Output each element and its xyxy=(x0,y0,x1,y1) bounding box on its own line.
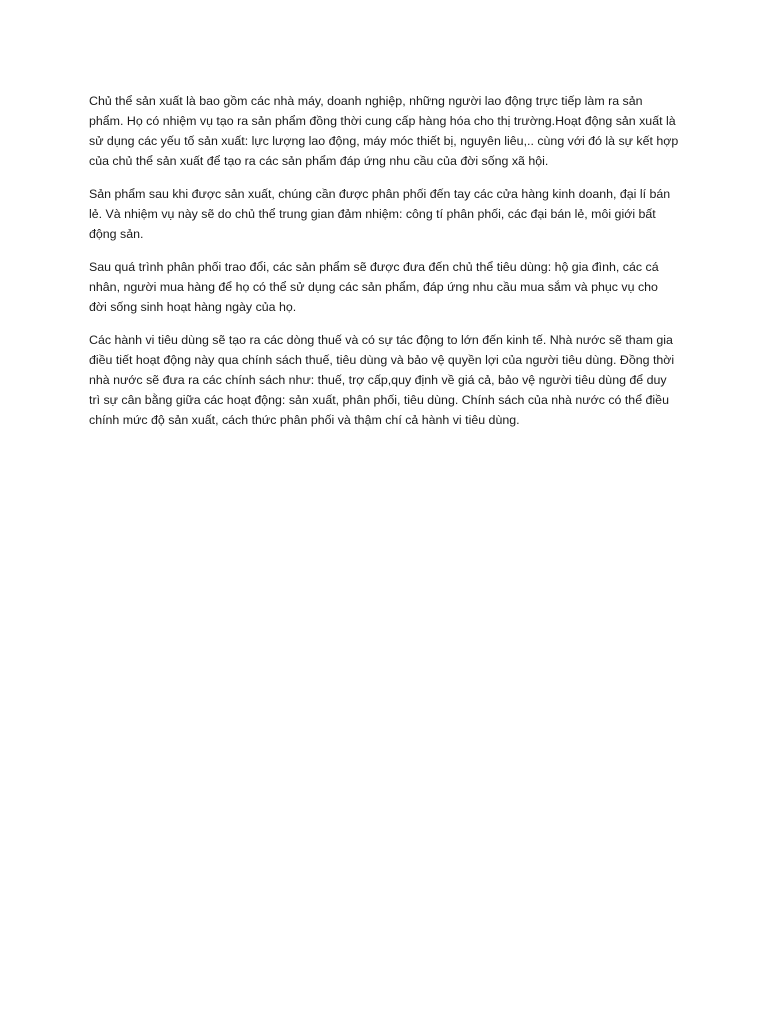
paragraph-consumers: Sau quá trình phân phối trao đổi, các sản phẩm sẽ được đưa đến chủ thể tiêu dùng: hộ gia đình, các cá nhân, người mua hàng để họ có thể sử dụng các sản phẩm, đáp ứng nhu cầu mua sắm và phục vụ cho đời sống sinh hoạt hàng ngày của họ. xyxy=(89,260,659,314)
document-body xyxy=(89,91,679,443)
paragraph-distribution: Sản phẩm sau khi được sản xuất, chúng cần được phân phối đến tay các cửa hàng kinh doanh, đại lí bán lẻ. Và nhiệm vụ này sẽ do chủ thể trung gian đảm nhiệm: công tí phân phối, các đại bán lẻ, môi giới bất động sản. xyxy=(89,187,671,241)
paragraph-producers: Chủ thể sản xuất là bao gồm các nhà máy, doanh nghiệp, những người lao động trực tiếp làm ra sản phẩm. Họ có nhiệm vụ tạo ra sản phẩm đồng thời cung cấp hàng hóa cho thị trường.Hoạt động sản xuất là sử dụng các yếu tố sản xuất: lực lượng lao động, máy móc thiết bị, nguyên liêu,.. cùng với đó là sự kết hợp của chủ thể sản xuất để tạo ra các sản phẩm đáp ứng nhu cầu của đời sống xã hội. xyxy=(89,94,679,168)
paragraph-state-policy: Các hành vi tiêu dùng sẽ tạo ra các dòng thuế và có sự tác động to lớn đến kinh tế. Nhà nước sẽ tham gia điều tiết hoạt động này qua chính sách thuế, tiêu dùng và bảo vệ quyền lợi của người tiêu dùng. Đồng thời nhà nước sẽ đưa ra các chính sách như: thuế, trợ cấp,quy định về giá cả, bảo vệ người tiêu dùng để duy trì sự cân bằng giữa các hoạt động: sản xuất, phân phối, tiêu dùng. Chính sách của nhà nước có thể điều chính mức độ sản xuất, cách thức phân phối và thậm chí cả hành vi tiêu dùng. xyxy=(89,333,675,427)
